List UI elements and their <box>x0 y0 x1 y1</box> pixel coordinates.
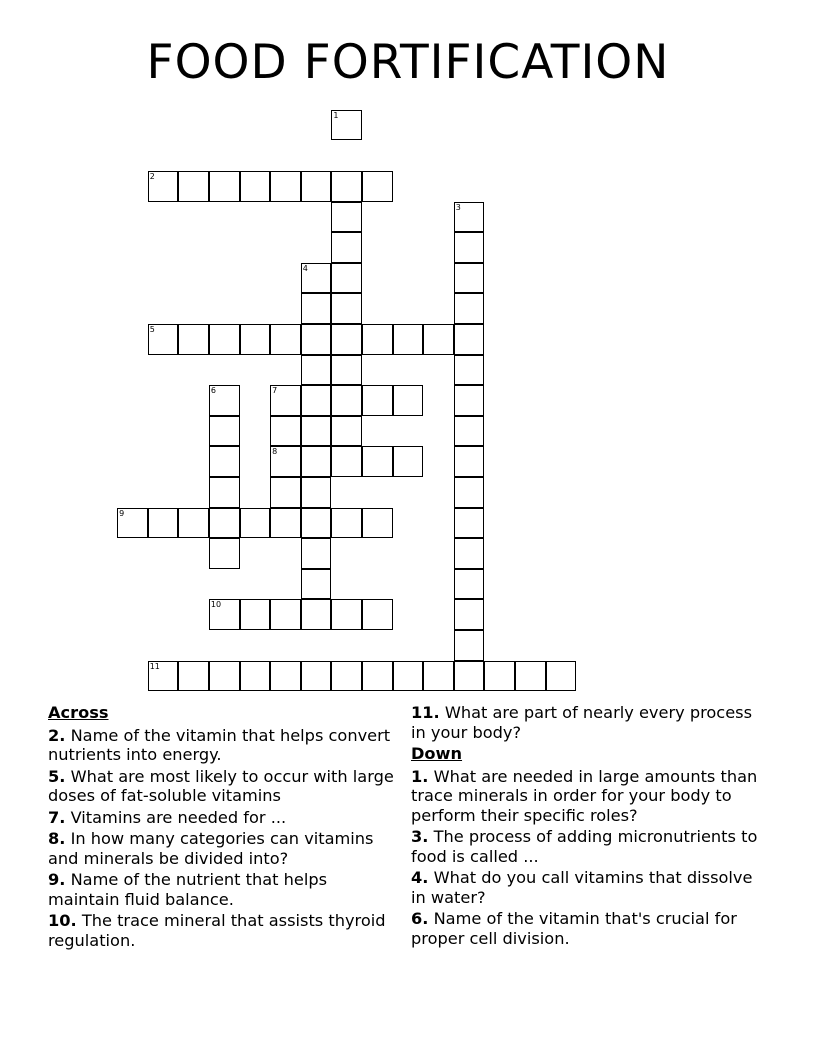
grid-cell[interactable] <box>362 171 393 202</box>
grid-cell[interactable] <box>240 599 271 630</box>
clue-across-8 <box>48 829 398 868</box>
grid-cell[interactable] <box>362 324 393 355</box>
grid-cell[interactable] <box>454 293 485 324</box>
grid-cell[interactable] <box>209 446 240 477</box>
grid-cell[interactable] <box>148 661 179 692</box>
clue-text: What are needed in large amounts than trace minerals in order for your body to perform their specific roles? <box>411 766 758 825</box>
grid-cell[interactable] <box>515 661 546 692</box>
grid-cell[interactable] <box>393 385 424 416</box>
clue-number: 8. <box>48 829 66 848</box>
grid-cell[interactable] <box>148 508 179 539</box>
grid-cell[interactable] <box>331 110 362 141</box>
clue-text: Name of the nutrient that helps maintain fluid balance. <box>48 870 328 909</box>
clues-left-column <box>48 703 398 952</box>
grid-cell[interactable] <box>331 416 362 447</box>
grid-cell[interactable] <box>362 661 393 692</box>
clue-across-9 <box>48 870 398 909</box>
clue-text: The process of adding micronutrients to food is called ... <box>411 827 758 866</box>
grid-cell[interactable] <box>148 171 179 202</box>
grid-cell[interactable] <box>423 324 454 355</box>
clues-right-column <box>411 703 761 950</box>
clue-text: What are part of nearly every process in your body? <box>411 703 753 742</box>
clue-number: 3. <box>411 827 429 846</box>
grid-cell[interactable] <box>270 508 301 539</box>
grid-cell[interactable] <box>301 416 332 447</box>
grid-cell[interactable] <box>178 324 209 355</box>
grid-cell[interactable] <box>301 385 332 416</box>
clue-text: What are most likely to occur with large doses of fat-soluble vitamins <box>48 766 394 805</box>
grid-cell[interactable] <box>454 599 485 630</box>
clue-number-label: 7 <box>272 386 278 396</box>
clue-number-label: 1 <box>333 110 339 120</box>
grid-cell[interactable] <box>362 385 393 416</box>
clue-down-1 <box>411 767 761 826</box>
clue-number-label: 11 <box>149 661 160 671</box>
grid-cell[interactable] <box>240 171 271 202</box>
clue-across-10 <box>48 911 398 950</box>
grid-cell[interactable] <box>209 385 240 416</box>
grid-cell[interactable] <box>454 661 485 692</box>
clue-number-label: 4 <box>302 263 308 273</box>
grid-cell[interactable] <box>209 171 240 202</box>
grid-cell[interactable] <box>301 599 332 630</box>
clue-down-3 <box>411 827 761 866</box>
grid-cell[interactable] <box>454 324 485 355</box>
grid-cell[interactable] <box>331 355 362 386</box>
clue-number: 5. <box>48 766 66 786</box>
grid-cell[interactable] <box>362 446 393 477</box>
clue-number: 1. <box>411 766 429 786</box>
clue-text: What do you call vitamins that dissolve in water? <box>411 868 753 907</box>
down-heading: Down <box>411 744 463 763</box>
grid-cell[interactable] <box>301 538 332 569</box>
grid-cell[interactable] <box>209 477 240 508</box>
grid-cell[interactable] <box>423 661 454 692</box>
clue-across-11 <box>411 703 761 742</box>
grid-cell[interactable] <box>209 508 240 539</box>
grid-cell[interactable] <box>454 630 485 661</box>
clue-across-2 <box>48 726 398 765</box>
grid-cell[interactable] <box>209 324 240 355</box>
grid-cell[interactable] <box>148 324 179 355</box>
grid-cell[interactable] <box>178 171 209 202</box>
grid-cell[interactable] <box>240 324 271 355</box>
puzzle-title: FOOD FORTIFICATION <box>146 35 670 90</box>
grid-cell[interactable] <box>301 661 332 692</box>
grid-cell[interactable] <box>240 508 271 539</box>
grid-cell[interactable] <box>331 661 362 692</box>
clue-down-4 <box>411 868 761 907</box>
grid-cell[interactable] <box>454 355 485 386</box>
grid-cell[interactable] <box>331 446 362 477</box>
clue-number-label: 6 <box>210 386 216 396</box>
grid-cell[interactable] <box>301 446 332 477</box>
grid-cell[interactable] <box>209 416 240 447</box>
grid-cell[interactable] <box>270 416 301 447</box>
grid-cell[interactable] <box>270 599 301 630</box>
clue-number: 11. <box>411 703 440 722</box>
grid-cell[interactable] <box>209 661 240 692</box>
grid-cell[interactable] <box>484 661 515 692</box>
grid-cell[interactable] <box>454 569 485 600</box>
clue-number-label: 9 <box>119 508 125 518</box>
clue-number: 10. <box>48 911 77 930</box>
grid-cell[interactable] <box>301 508 332 539</box>
grid-cell[interactable] <box>117 508 148 539</box>
grid-cell[interactable] <box>301 324 332 355</box>
grid-cell[interactable] <box>209 599 240 630</box>
grid-cell[interactable] <box>393 324 424 355</box>
grid-cell[interactable] <box>454 202 485 233</box>
grid-cell[interactable] <box>454 508 485 539</box>
grid-cell[interactable] <box>331 202 362 233</box>
grid-cell[interactable] <box>301 293 332 324</box>
clue-text: The trace mineral that assists thyroid regulation. <box>48 911 386 950</box>
grid-cell[interactable] <box>301 477 332 508</box>
grid-cell[interactable] <box>178 508 209 539</box>
grid-cell[interactable] <box>270 446 301 477</box>
clue-number: 7. <box>48 807 66 827</box>
grid-cell[interactable] <box>301 355 332 386</box>
grid-cell[interactable] <box>362 508 393 539</box>
grid-cell[interactable] <box>331 293 362 324</box>
grid-cell[interactable] <box>270 661 301 692</box>
grid-cell[interactable] <box>331 171 362 202</box>
grid-cell[interactable] <box>454 232 485 263</box>
clue-number: 6. <box>411 909 429 928</box>
grid-cell[interactable] <box>393 661 424 692</box>
clue-number-label: 8 <box>272 447 278 457</box>
clue-number-label: 2 <box>149 171 155 181</box>
clue-text: Name of the vitamin that helps convert nutrients into energy. <box>48 725 391 764</box>
clue-number: 2. <box>48 725 66 745</box>
grid-cell[interactable] <box>454 446 485 477</box>
grid-cell[interactable] <box>240 661 271 692</box>
clue-text: Vitamins are needed for ... <box>65 807 287 827</box>
grid-cell[interactable] <box>301 569 332 600</box>
clue-down-6 <box>411 909 761 948</box>
grid-cell[interactable] <box>393 446 424 477</box>
grid-cell[interactable] <box>331 324 362 355</box>
clue-number-label: 3 <box>455 202 461 212</box>
grid-cell[interactable] <box>454 385 485 416</box>
clue-across-7 <box>48 808 398 828</box>
grid-cell[interactable] <box>331 385 362 416</box>
across-heading: Across <box>48 703 109 722</box>
clue-number: 9. <box>48 870 66 889</box>
clue-number-label: 10 <box>210 600 222 610</box>
grid-cell[interactable] <box>454 416 485 447</box>
grid-cell[interactable] <box>454 263 485 294</box>
grid-cell[interactable] <box>331 508 362 539</box>
grid-cell[interactable] <box>331 599 362 630</box>
grid-cell[interactable] <box>301 171 332 202</box>
grid-cell[interactable] <box>270 477 301 508</box>
grid-cell[interactable] <box>209 538 240 569</box>
grid-cell[interactable] <box>454 477 485 508</box>
grid-cell[interactable] <box>331 232 362 263</box>
grid-cell[interactable] <box>331 263 362 294</box>
grid-cell[interactable] <box>270 385 301 416</box>
clue-number-label: 5 <box>149 324 155 334</box>
clue-across-5 <box>48 767 398 806</box>
grid-cell[interactable] <box>270 171 301 202</box>
grid-cell[interactable] <box>454 538 485 569</box>
grid-cell[interactable] <box>301 263 332 294</box>
clue-text: Name of the vitamin that's crucial for proper cell division. <box>411 909 737 948</box>
clue-text: In how many categories can vitamins and minerals be divided into? <box>48 829 374 868</box>
grid-cell[interactable] <box>178 661 209 692</box>
clue-number: 4. <box>411 868 429 887</box>
grid-cell[interactable] <box>270 324 301 355</box>
grid-cell[interactable] <box>546 661 577 692</box>
grid-cell[interactable] <box>362 599 393 630</box>
